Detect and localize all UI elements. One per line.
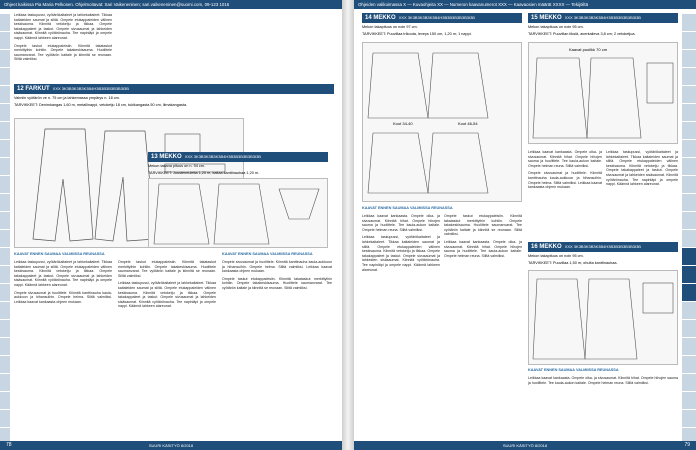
section-12 bbox=[14, 84, 334, 109]
fold-caption: KAAVAT ENNEN SAUMAA VALMIISSA REUNASSA bbox=[222, 252, 313, 256]
left-footer: SUURI KÄSITYÖ 8/2018 bbox=[0, 441, 342, 450]
right-column-text-e: Leikkaa kaavat kankaasta. Ompele olka- ja sivusaumat. Kiinnitä hihat. Ompele hihojen sauma ja huolittele. Tee kaula-aukon kaitale. Ompele helman reuna. Silitä valmiiksi. bbox=[528, 376, 678, 385]
section-15 bbox=[528, 13, 678, 38]
section-13-size: Mekon takana pituus on n. 94 cm. bbox=[148, 164, 205, 168]
width-label: Kaavat puolikk 70 cm bbox=[569, 47, 608, 52]
left-column-1 bbox=[14, 13, 112, 65]
left-header-bar: Ohjeet kaikissa Pia Maria Pelkosen. Ohjelmoitavat: Sari Vaikeneninen; sari.vaikeneninen@suomi.com, 09-123 1016 bbox=[0, 0, 342, 9]
right-page bbox=[354, 0, 696, 450]
section-16 bbox=[528, 242, 678, 267]
body-text: Leikkaa taskupussi, vyötärökaitaleet ja lahkekaitaleet. Tikkaa kaitaleiden saumat ja silitä. Ompele etukappaleiden välinen keskisauma. Kiinnitä vetoketju ja tikkaa. Ompele takakappaleet ja taskut. Ompele sivusaumat ja lahkeiden sisäsaumat. Kiinnitä vyötärönauha. Tee napinläpi ja ompele nappi. Käännä lahkeen alareunat. bbox=[14, 13, 112, 40]
right-tab-column bbox=[682, 14, 696, 446]
section-16-supplies: TARVIKKEET: Puuvillaa 1,50 m; ohutta kanttinauhaa. bbox=[528, 260, 618, 265]
size-label: Koot 34-40 bbox=[393, 121, 413, 126]
section-15-size: Mekon takapituus on noin 95 cm. bbox=[528, 25, 584, 29]
right-column-text-d: Leikkaa taskupussi, vyötärökaitaleet ja lahkekaitaleet. Tikkaa kaitaleiden saumat ja silitä. Ompele etukappaleiden välinen keskisauma. Kiinnitä vetoketju ja tikkaa. Ompele takakappaleet ja taskut. Ompele sivusaumat ja lahkeiden sisäsaumat. Kiinnitä vyötärönauha. Tee napinläpi ja ompele nappi. Käännä lahkeen alareunat. bbox=[606, 150, 678, 187]
section-14 bbox=[362, 13, 522, 38]
section-12-supplies: TARVIKKEET: Denimkangas 1,60 m, metallinappi, vetoketju 18 cm, tukikangasta 50 cm, liimakangasta. bbox=[14, 102, 188, 107]
section-13-header: 13 MEKKO XXX 3K3B3K3B3K3B4H3B3B3B3B3B3I3B bbox=[148, 152, 328, 162]
left-column-text-c: Ompele sivusaumat ja huolittele. Kiinnitä kanttinauha kaula-aukkoon ja hihansuihin. Ompele helma. Silitä valmiiksi. Leikkaa kaavat kankaasta ohjeen mukaan. Ompele taskut etukappaleisiin. Kiinnitä takataskut merkittyihin kohtiin. Ompele takakeskisauma. Huolittele saumanvarat. Tee vyötärön kaitale ja kiinnitä se reunaan. Silitä valmiiksi. bbox=[222, 260, 332, 290]
pattern-diagram-16 bbox=[528, 270, 678, 365]
pattern-diagram-14 bbox=[362, 42, 522, 202]
left-tab-column bbox=[0, 14, 10, 446]
right-footer: SUURI KÄSITYÖ 8/2018 bbox=[354, 441, 696, 450]
section-15-supplies: TARVIKKEET: Puuvillan tiksiä, aventaileva 3,8 cm; 2 vetoketjua. bbox=[528, 31, 636, 36]
fold-caption: KAAVAT ENNEN SAUMAA VALMIISSA REUNASSA bbox=[362, 206, 453, 210]
left-column-text-a: Leikkaa taskupussi, vyötärökaitaleet ja lahkekaitaleet. Tikkaa kaitaleiden saumat ja silitä. Ompele etukappaleiden välinen keskisauma. Kiinnitä vetoketju ja tikkaa. Ompele takakappaleet ja taskut. Ompele sivusaumat ja lahkeiden sisäsaumat. Kiinnitä vyötärönauha. Tee napinläpi ja ompele nappi. Käännä lahkeen alareunat. Ompele sivusaumat ja huolittele. Kiinnitä kanttinauha kaula-aukkoon ja hihansuihin. Ompele helma. Silitä valmiiksi. Leikkaa kaavat kankaasta ohjeen mukaan. bbox=[14, 260, 112, 304]
section-12-size: Valmiin vyötärön ve n. 75 cm ja lahkemassa ympärys n. 18 cm. bbox=[14, 96, 120, 100]
left-page-number: 78 bbox=[6, 442, 12, 448]
fold-caption: KAAVAT ENNEN SAUMAA VALMIISSA REUNASSA bbox=[528, 368, 619, 372]
dress-pattern-drawing-15 bbox=[529, 43, 679, 145]
section-15-header: 15 MEKKO XXX 3K3B3K3B3K3B4H3B3B3B3B3B3I3B bbox=[528, 13, 678, 23]
section-14-header: 14 MEKKO XXX 3K3B3K3B3K3B4H3B3B3B3B3B3I3B bbox=[362, 13, 522, 23]
section-14-supplies: TARVIKKEET: Puuvillaa trikoota, leveys 150 cm, 1,20 m; 1 nappi. bbox=[362, 31, 472, 36]
fold-caption: KAAVAT ENNEN SAUMAA VALMIISSA REUNASSA bbox=[14, 252, 105, 256]
dress-pattern-drawing-14 bbox=[363, 43, 523, 203]
pattern-diagram-13 bbox=[148, 178, 328, 248]
section-13 bbox=[148, 152, 328, 177]
left-page bbox=[0, 0, 342, 450]
right-column-text-a: Leikkaa kaavat kankaasta. Ompele olka- ja sivusaumat. Kiinnitä hihat. Ompele hihojen sauma ja huolittele. Tee kaula-aukon kaitale. Ompele helman reuna. Silitä valmiiksi. Leikkaa taskupussi, vyötärökaitaleet ja lahkekaitaleet. Tikkaa kaitaleiden saumat ja silitä. Ompele etukappaleiden välinen keskisauma. Kiinnitä vetoketju ja tikkaa. Ompele takakappaleet ja taskut. Ompele sivusaumat ja lahkeiden sisäsaumat. Kiinnitä vyötärönauha. Tee napinläpi ja ompele nappi. Käännä lahkeen alareunat. bbox=[362, 214, 440, 272]
section-16-header: 16 MEKKO XXX 3K3B3K3B3K3B4H3B3B3B3B3B3I3B bbox=[528, 242, 678, 252]
right-column-text-c: Leikkaa kaavat kankaasta. Ompele olka- ja sivusaumat. Kiinnitä hihat. Ompele hihojen sauma ja huolittele. Tee kaula-aukon kaitale. Ompele helman reuna. Silitä valmiiksi. Ompele sivusaumat ja huolittele. Kiinnitä kanttinauha kaula-aukkoon ja hihansuihin. Ompele helma. Silitä valmiiksi. Leikkaa kaavat kankaasta ohjeen mukaan. bbox=[528, 150, 602, 190]
size-label: Koot 46-54 bbox=[458, 121, 478, 126]
book-gutter bbox=[342, 0, 354, 450]
right-column-text-b: Ompele taskut etukappaleisiin. Kiinnitä takataskut merkittyihin kohtiin. Ompele takakeskisauma. Huolittele saumanvarat. Tee vyötärön kaitale ja kiinnitä se reunaan. Silitä valmiiksi. Leikkaa kaavat kankaasta. Ompele olka- ja sivusaumat. Kiinnitä hihat. Ompele hihojen sauma ja huolittele. Tee kaula-aukon kaitale. Ompele helman reuna. Silitä valmiiksi. bbox=[444, 214, 522, 258]
section-16-size: Mekon takapituus on noin 95 cm. bbox=[528, 254, 584, 258]
right-header-bar: Ohjeiden valikoimassa X — Kuvaohjeita XX — Numeron kaavanumerot XXX — Kaavaosien määrät XXXX — Tekijöiltä bbox=[354, 0, 696, 9]
section-12-header: 12 FARKUT XXX 3K3B3K3B3K3B4H3B3B3B3B3B3I3B bbox=[14, 84, 334, 94]
left-column-text-b: Ompele taskut etukappaleisiin. Kiinnitä takataskut merkittyihin kohtiin. Ompele takakeskisauma. Huolittele saumanvarat. Tee vyötärön kaitale ja kiinnitä se reunaan. Silitä valmiiksi. Leikkaa taskupussi, vyötärökaitaleet ja lahkekaitaleet. Tikkaa kaitaleiden saumat ja silitä. Ompele etukappaleiden välinen keskisauma. Kiinnitä vetoketju ja tikkaa. Ompele takakappaleet ja taskut. Ompele sivusaumat ja lahkeiden sisäsaumat. Kiinnitä vyötärönauha. Tee napinläpi ja ompele nappi. Käännä lahkeen alareunat. bbox=[118, 260, 216, 309]
section-13-supplies: TARVIKKEET: Jousteneuletta 1,20 m, kaitaa kanttinauhaa 1,20 m. bbox=[148, 170, 260, 175]
right-page-number: 79 bbox=[684, 442, 690, 448]
section-14-size: Mekon takapituus on noin 97 cm. bbox=[362, 25, 418, 29]
dress-pattern-drawing-16 bbox=[529, 271, 679, 366]
pattern-diagram-15 bbox=[528, 42, 678, 144]
dress-pattern-drawing bbox=[149, 179, 329, 249]
body-text: Ompele taskut etukappaleisiin. Kiinnitä takataskut merkittyihin kohtiin. Ompele takakeskisauma. Huolittele saumanvarat. Tee vyötärön kaitale ja kiinnitä se reunaan. Silitä valmiiksi. bbox=[14, 43, 112, 62]
